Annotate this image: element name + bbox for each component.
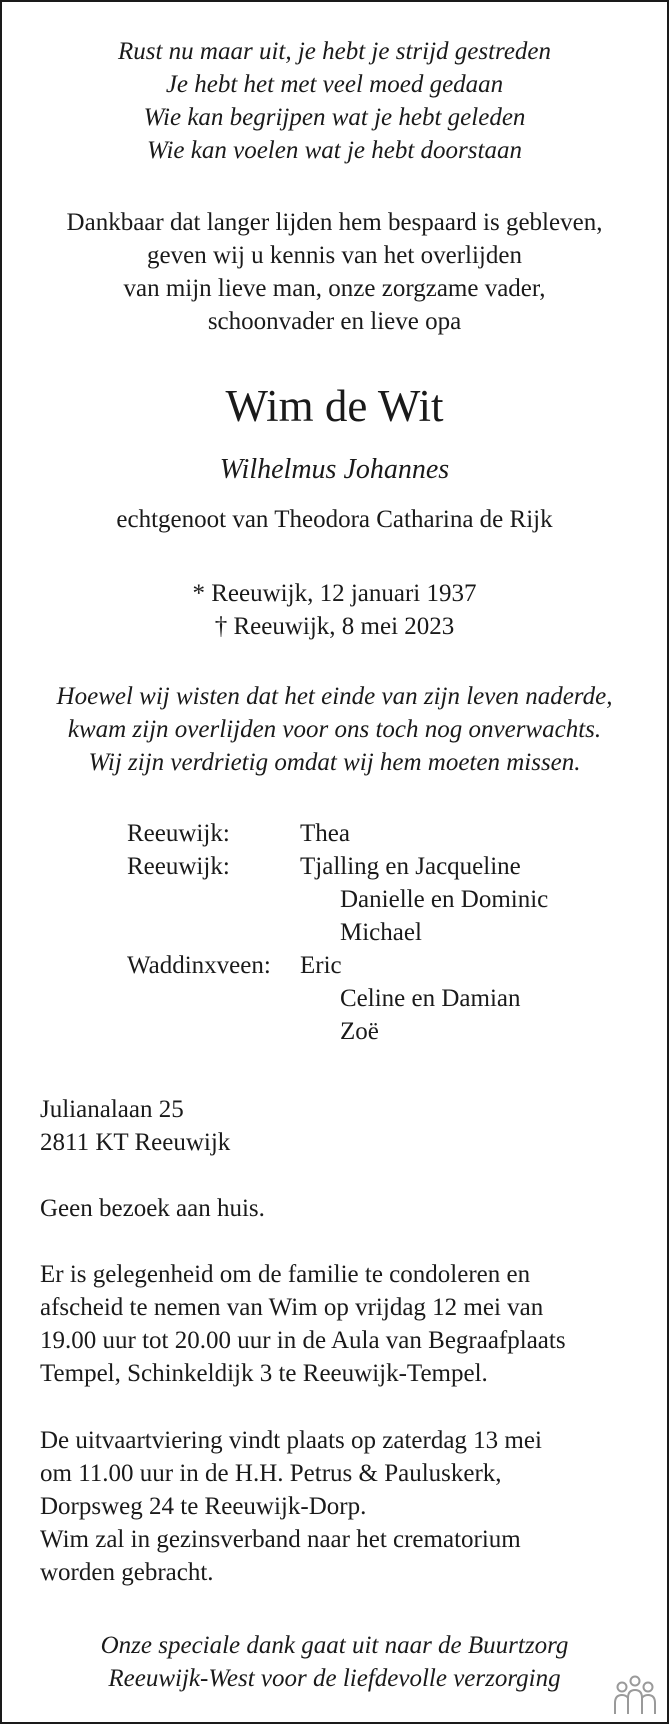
given-names: Wilhelmus Johannes (219, 454, 450, 485)
birth-date: * Reeuwijk, 12 januari 1937 (192, 580, 477, 607)
family-list (127, 817, 548, 1048)
condolence-line: afscheid te nemen van Wim op vrijdag 12 mei van (40, 1294, 544, 1321)
funeral-line: om 11.00 uur in de H.H. Petrus & Pauluskerk, (40, 1460, 502, 1487)
intro-line: schoonvader en lieve opa (207, 308, 462, 335)
family-row (127, 949, 548, 982)
family-place: Reeuwijk: (127, 820, 230, 847)
family-row (127, 916, 548, 949)
family-place (127, 982, 300, 1015)
address-line: 2811 KT Reeuwijk (40, 1129, 231, 1156)
funeral-line: Dorpsweg 24 te Reeuwijk-Dorp. (40, 1493, 367, 1520)
intro-line: geven wij u kennis van het overlijden (147, 242, 522, 269)
funeral-line: Wim zal in gezinsverband naar het crematorium (40, 1526, 521, 1553)
family-names: Tjalling en Jacqueline (300, 853, 521, 880)
intro-line: Dankbaar dat langer lijden hem bespaard is gebleven, (66, 209, 603, 236)
family-place: Reeuwijk: (127, 853, 230, 880)
family-row (127, 982, 548, 1015)
memorial-quote (2, 680, 667, 779)
family-row (127, 883, 548, 916)
quote-line: kwam zijn overlijden voor ons toch nog onverwachts. (67, 716, 602, 743)
visit-note: Geen bezoek aan huis. (40, 1195, 265, 1222)
thanks-line: Onze speciale dank gaat uit naar de Buurtzorg (100, 1632, 569, 1659)
family-row (127, 817, 548, 850)
funeral-line: worden gebracht. (40, 1559, 214, 1586)
family-names: Zoë (340, 1018, 379, 1045)
family-names: Danielle en Dominic (340, 886, 549, 913)
funeral-line: De uitvaartviering vindt plaats op zaterdag 13 mei (40, 1427, 542, 1454)
family-place (127, 916, 300, 949)
intro-text (2, 206, 667, 338)
intro-line: van mijn lieve man, onze zorgzame vader, (123, 275, 546, 302)
thanks-line: Reeuwijk-West voor de liefdevolle verzorging (108, 1665, 561, 1692)
home-address (40, 1093, 647, 1159)
family-row (127, 1015, 548, 1048)
poem-line: Je hebt het met veel moed gedaan (165, 71, 504, 98)
deceased-name: Wim de Wit (225, 381, 444, 431)
funeral-info (40, 1424, 647, 1589)
poem (2, 35, 667, 167)
family-names: Eric (300, 952, 342, 979)
family-names: Michael (340, 919, 422, 946)
family-place (127, 1015, 300, 1048)
people-group-icon (611, 1674, 659, 1716)
condolence-line: Er is gelegenheid om de familie te condoleren en (40, 1261, 531, 1288)
poem-line: Wie kan voelen wat je hebt doorstaan (147, 137, 522, 164)
spouse-line: echtgenoot van Theodora Catharina de Rijk (116, 506, 553, 533)
family-names: Thea (300, 820, 350, 847)
death-date: † Reeuwijk, 8 mei 2023 (214, 613, 455, 640)
condolence-line: Tempel, Schinkeldijk 3 te Reeuwijk-Tempel. (40, 1360, 488, 1387)
life-dates (2, 577, 667, 643)
thanks-note (2, 1629, 667, 1695)
family-place (127, 883, 300, 916)
family-row (127, 850, 548, 883)
address-line: Julianalaan 25 (40, 1096, 184, 1123)
family-place: Waddinxveen: (127, 952, 271, 979)
poem-line: Rust nu maar uit, je hebt je strijd gestreden (117, 38, 552, 65)
condolence-line: 19.00 uur tot 20.00 uur in de Aula van Begraafplaats (40, 1327, 566, 1354)
poem-line: Wie kan begrijpen wat je hebt geleden (143, 104, 526, 131)
condolence-info (40, 1258, 647, 1390)
quote-line: Wij zijn verdrietig omdat wij hem moeten missen. (88, 749, 581, 776)
quote-line: Hoewel wij wisten dat het einde van zijn leven naderde, (56, 683, 613, 710)
family-names: Celine en Damian (340, 985, 521, 1012)
